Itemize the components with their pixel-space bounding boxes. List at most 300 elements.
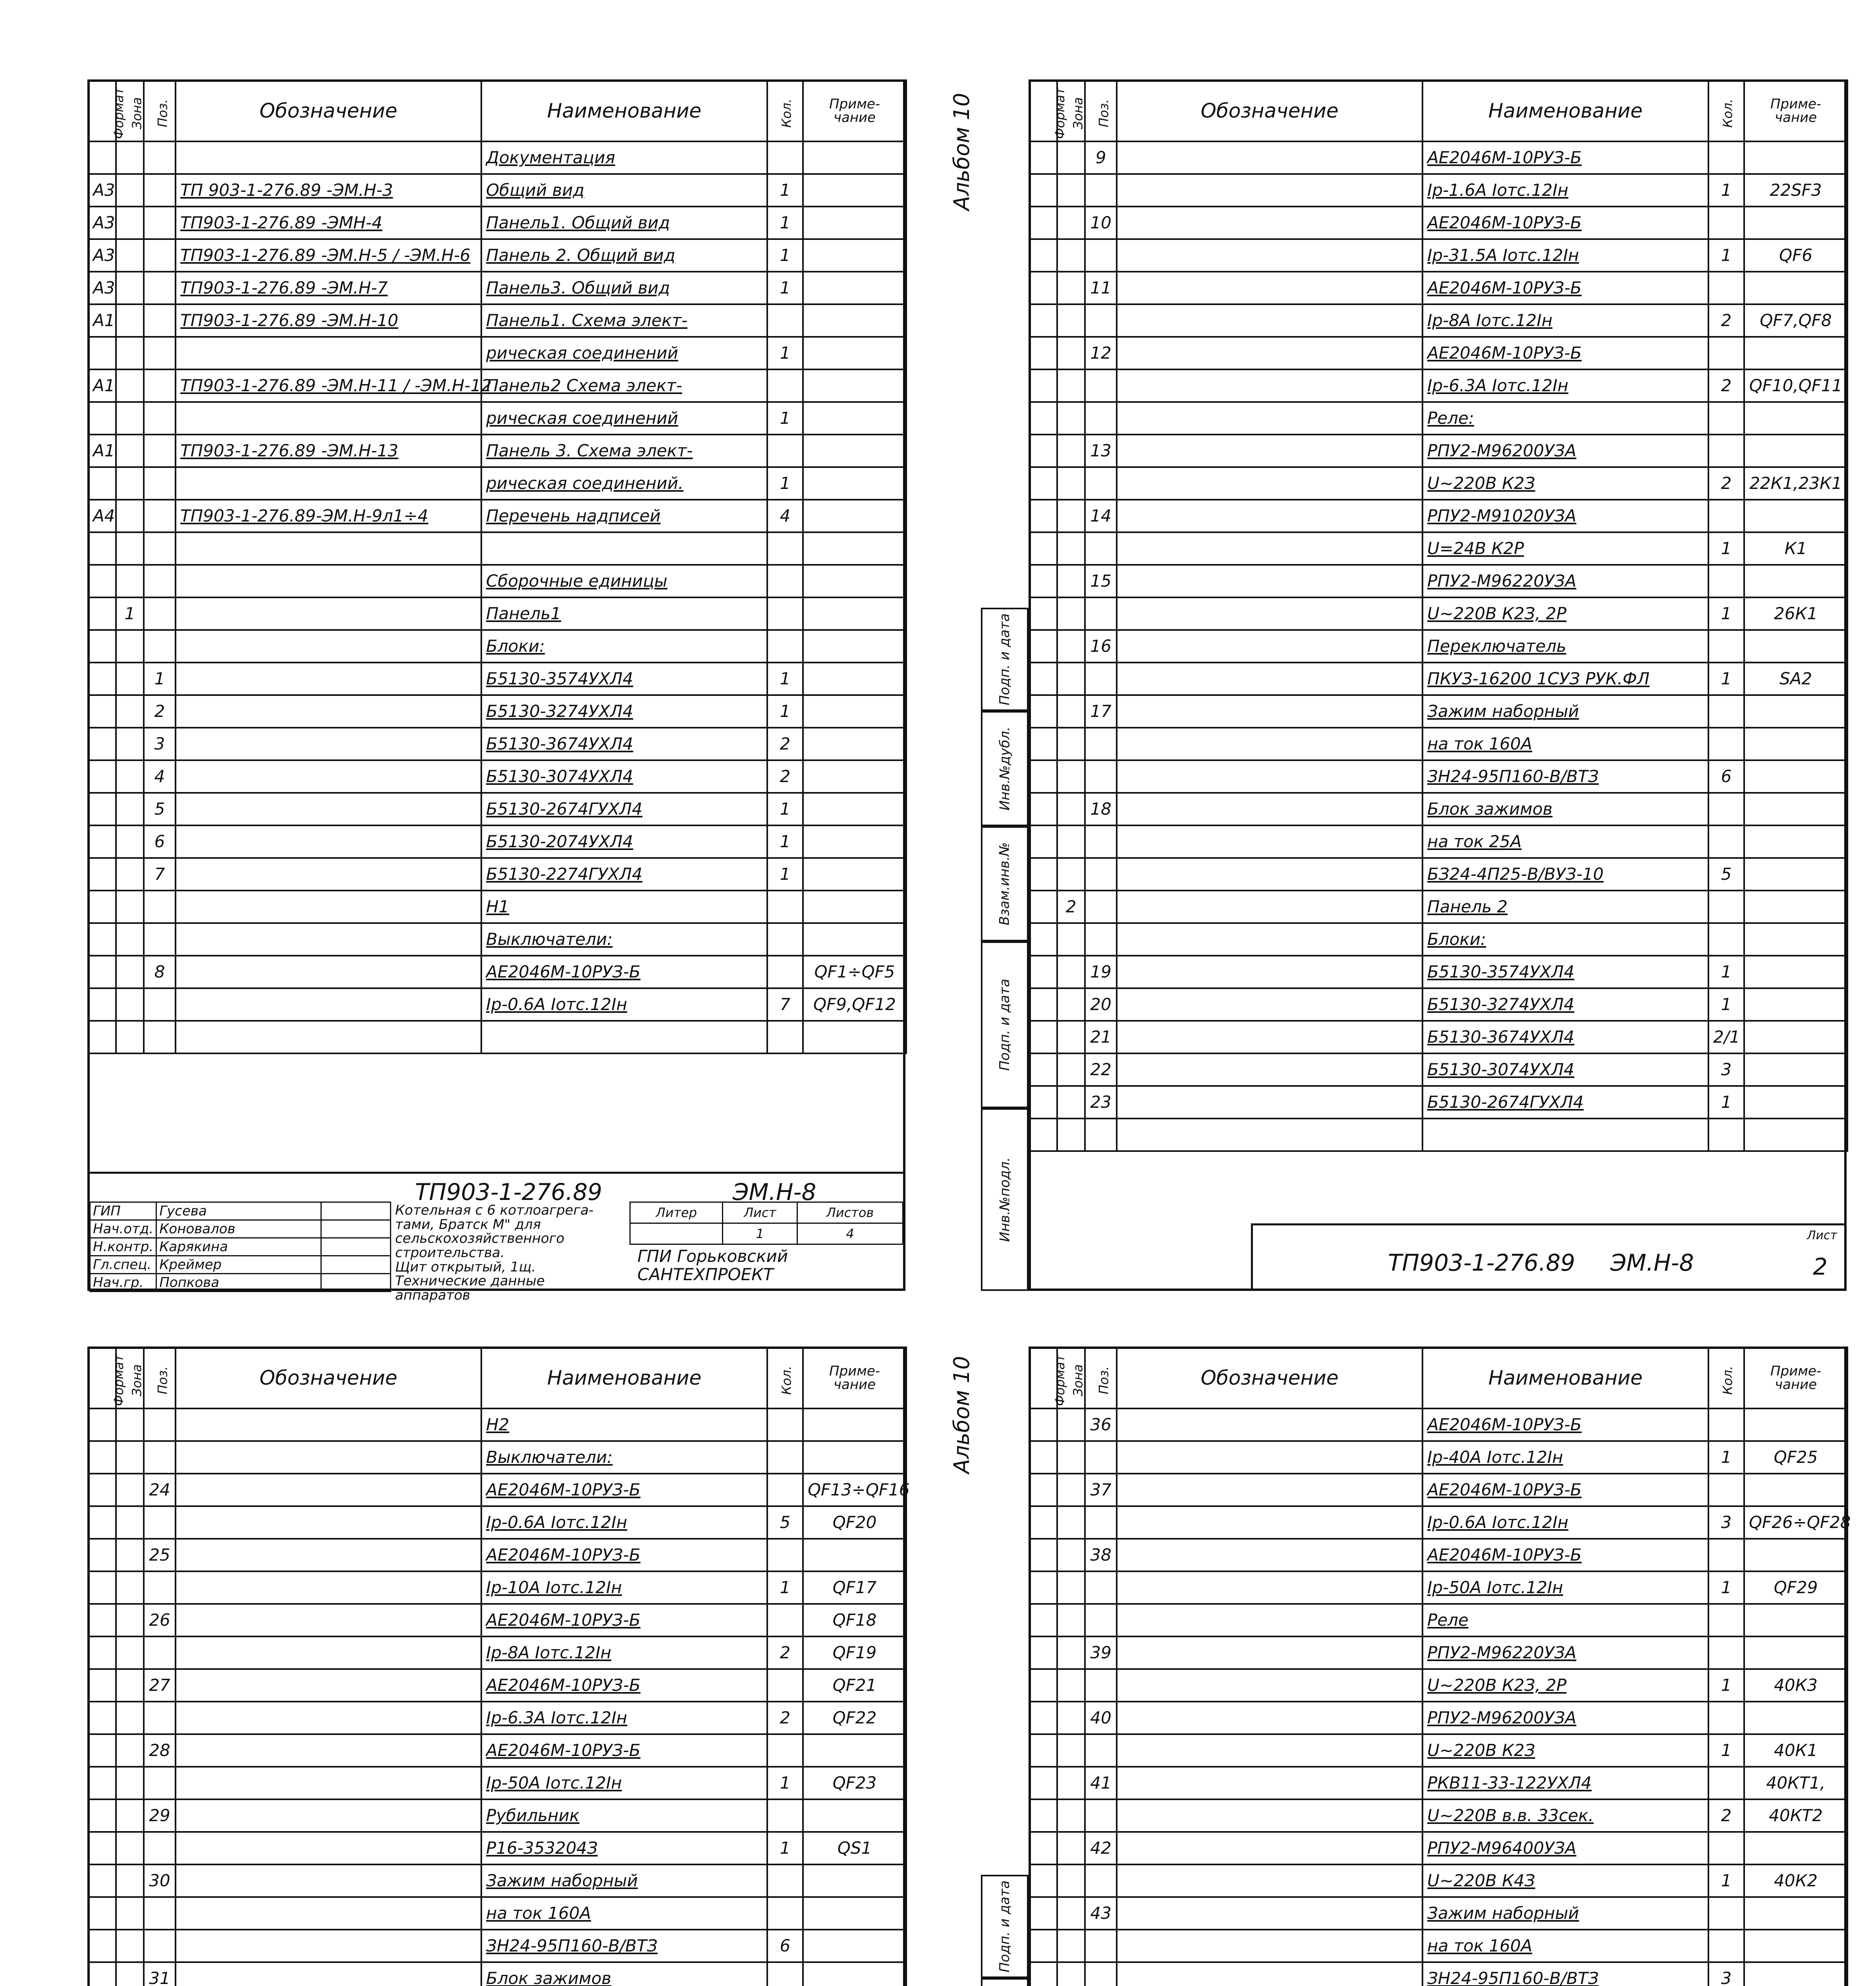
- spec-cell-p: [1085, 663, 1117, 695]
- spec-cell-d: [1117, 1021, 1422, 1053]
- spec-cell-q: 1: [767, 207, 803, 239]
- spec-cell-p: 42: [1085, 1832, 1117, 1864]
- spec-cell-p: [144, 532, 176, 565]
- spec-cell-n: U~220В К2З: [1422, 467, 1708, 500]
- spec-cell-q: [1708, 1604, 1744, 1636]
- spec-cell-n: ЗН24-95П160-В/ВТЗ: [481, 1930, 767, 1962]
- spec-cell-r: [1744, 1604, 1847, 1636]
- spec-cell-f: [88, 1571, 116, 1604]
- spec-cell-p: [144, 1930, 176, 1962]
- spec-cell-q: [1708, 1702, 1744, 1734]
- spec-cell-p: [1085, 858, 1117, 891]
- spec-cell-p: [144, 369, 176, 402]
- spec-cell-f: [88, 825, 116, 858]
- spec-cell-p: 24: [144, 1474, 176, 1506]
- spec-cell-z: [116, 891, 144, 923]
- spec-cell-z: [1057, 467, 1085, 500]
- spec-cell-z: [1057, 1539, 1085, 1571]
- title-block-doc: ЭМ.Н-8: [733, 1178, 816, 1206]
- spec-cell-p: [144, 272, 176, 304]
- spec-row: [88, 369, 906, 402]
- spec-cell-q: [767, 1539, 803, 1571]
- spec-cell-q: 6: [767, 1930, 803, 1962]
- spec-cell-z: [1057, 1408, 1085, 1441]
- spec-row: [88, 891, 906, 923]
- spec-cell-n: РКВ11-33-122УХЛ4: [1422, 1767, 1708, 1799]
- spec-cell-d: [1117, 1832, 1422, 1864]
- spec-cell-d: [1117, 1604, 1422, 1636]
- spec-cell-r: [803, 923, 906, 956]
- signature-mark: [321, 1220, 391, 1238]
- spec-cell-d: [1117, 532, 1422, 565]
- spec-cell-q: [1708, 630, 1744, 663]
- spec-cell-r: [1744, 695, 1847, 728]
- spec-cell-r: [803, 1408, 906, 1441]
- spec-cell-n: [481, 1021, 767, 1053]
- spec-cell-f: [88, 891, 116, 923]
- spec-cell-p: 9: [1085, 141, 1117, 174]
- sheet-2-rows: [1029, 141, 1847, 1151]
- spec-cell-z: [1057, 728, 1085, 760]
- spec-cell-r: [803, 174, 906, 207]
- spec-cell-r: [1744, 891, 1847, 923]
- spec-cell-z: [1057, 304, 1085, 337]
- spec-cell-q: [1708, 272, 1744, 304]
- spec-cell-d: [176, 565, 481, 597]
- spec-cell-q: 5: [767, 1506, 803, 1539]
- spec-cell-n: рическая соединений.: [481, 467, 767, 500]
- spec-cell-n: Зажим наборный: [1422, 1897, 1708, 1930]
- spec-cell-d: [176, 1669, 481, 1702]
- spec-cell-p: [144, 1441, 176, 1474]
- spec-cell-z: [1057, 565, 1085, 597]
- spec-cell-r: [1744, 1539, 1847, 1571]
- spec-cell-q: [1708, 825, 1744, 858]
- spec-cell-r: QF20: [803, 1506, 906, 1539]
- spec-row: [88, 728, 906, 760]
- spec-cell-f: [1029, 435, 1057, 467]
- spec-cell-n: Iр-8А Iотс.12Iн: [481, 1636, 767, 1669]
- spec-cell-z: [1057, 337, 1085, 369]
- spec-cell-n: Перечень надписей: [481, 500, 767, 532]
- spec-cell-d: [1117, 1930, 1422, 1962]
- spec-row: [1029, 1506, 1847, 1539]
- spec-cell-q: [767, 141, 803, 174]
- spec-cell-f: [88, 1962, 116, 1986]
- spec-cell-r: [803, 1799, 906, 1832]
- spec-cell-z: [1057, 1832, 1085, 1864]
- spec-cell-z: [116, 988, 144, 1021]
- spec-cell-q: 1: [1708, 956, 1744, 988]
- spec-cell-n: Iр-31.5А Iотс.12Iн: [1422, 239, 1708, 272]
- spec-cell-p: 11: [1085, 272, 1117, 304]
- spec-row: [88, 565, 906, 597]
- spec-cell-n: на ток 25А: [1422, 825, 1708, 858]
- spec-cell-q: 2: [1708, 467, 1744, 500]
- col-name-header: Наименование: [481, 80, 767, 141]
- spec-cell-n: Блоки:: [1422, 923, 1708, 956]
- spec-cell-d: [1117, 174, 1422, 207]
- spec-row: [1029, 467, 1847, 500]
- spec-cell-r: [803, 858, 906, 891]
- spec-row: [1029, 1408, 1847, 1441]
- spec-cell-d: [176, 760, 481, 793]
- spec-row: [88, 1734, 906, 1767]
- spec-cell-q: [767, 597, 803, 630]
- spec-cell-d: [1117, 597, 1422, 630]
- spec-cell-f: [1029, 825, 1057, 858]
- spec-cell-p: [144, 630, 176, 663]
- spec-cell-r: [1744, 825, 1847, 858]
- spec-cell-r: К1: [1744, 532, 1847, 565]
- spec-cell-f: [88, 1799, 116, 1832]
- spec-cell-p: 2: [144, 695, 176, 728]
- spec-cell-z: [1057, 1734, 1085, 1767]
- spec-cell-p: [1085, 1669, 1117, 1702]
- spec-cell-f: [1029, 272, 1057, 304]
- spec-cell-z: [116, 923, 144, 956]
- spec-cell-n: U=24В К2Р: [1422, 532, 1708, 565]
- spec-cell-q: 1: [767, 663, 803, 695]
- spec-cell-z: [116, 1734, 144, 1767]
- spec-row: [88, 402, 906, 435]
- spec-row: [1029, 1864, 1847, 1897]
- spec-cell-p: [144, 500, 176, 532]
- spec-cell-d: [1117, 1864, 1422, 1897]
- spec-cell-q: [1708, 1767, 1744, 1799]
- sheet-4-side-labels: Подп. и дата: [981, 1875, 1029, 1986]
- spec-cell-f: [88, 1474, 116, 1506]
- spec-cell-z: [116, 174, 144, 207]
- spec-cell-f: [88, 630, 116, 663]
- spec-cell-q: 3: [1708, 1053, 1744, 1086]
- spec-cell-p: [144, 435, 176, 467]
- spec-cell-f: [1029, 1474, 1057, 1506]
- spec-cell-q: 1: [767, 467, 803, 500]
- spec-row: [1029, 500, 1847, 532]
- spec-cell-z: [116, 369, 144, 402]
- spec-cell-f: [1029, 369, 1057, 402]
- spec-cell-d: [1117, 923, 1422, 956]
- spec-cell-p: [144, 1767, 176, 1799]
- spec-cell-z: [116, 1021, 144, 1053]
- spec-cell-f: [1029, 988, 1057, 1021]
- spec-cell-p: [144, 565, 176, 597]
- spec-cell-z: [116, 1799, 144, 1832]
- spec-cell-r: 40К3: [1744, 1669, 1847, 1702]
- spec-cell-z: [116, 1832, 144, 1864]
- spec-cell-q: 1: [767, 1767, 803, 1799]
- spec-cell-d: [176, 891, 481, 923]
- spec-cell-r: 40КТ1,: [1744, 1767, 1847, 1799]
- spec-cell-z: [116, 402, 144, 435]
- spec-cell-f: [88, 663, 116, 695]
- spec-cell-d: [1117, 1571, 1422, 1604]
- sheet-1-spec-table: [87, 79, 907, 1054]
- spec-cell-f: [88, 402, 116, 435]
- spec-cell-n: РПУ2-М91020УЗА: [1422, 500, 1708, 532]
- spec-cell-p: 17: [1085, 695, 1117, 728]
- spec-cell-n: АЕ2046М-10РУЗ-Б: [1422, 207, 1708, 239]
- spec-cell-q: [767, 1408, 803, 1441]
- spec-cell-n: Б5130-2674ГУХЛ4: [1422, 1086, 1708, 1119]
- spec-row: [1029, 369, 1847, 402]
- sheet-4: Альбом 10 Подп. и дата Формат Зона Поз. Обозначение Наименование Кол. Приме- чание 36 АЕ2046М-10РУЗ-Б Iр-40А Iотс.12Iн 1 QF25 37 АЕ2046М-10РУЗ-Б Iр-0.6А Iотс.12Iн 3 QF26÷QF28 38 АЕ2046М-10РУЗ-Б Iр-50А Iотс.12Iн 1 QF29 Реле 39 РПУ2-М96220УЗА U~220В К2З, 2Р 1 40К3 40 РПУ2-М96200УЗА U~220В К2З 1 40К1 41 РКВ11-33-122УХЛ4 40КТ1, U~220В в.в. 33сек. 2 40КТ2 42 РПУ2-М96400УЗА U~220В К4З 1 40К2 43 Зажим наборный на ток 160А ЗН24-95П160-В/ВТЗ 3: [925, 1323, 1876, 1986]
- spec-cell-q: 2: [767, 728, 803, 760]
- spec-cell-z: [1057, 1897, 1085, 1930]
- spec-cell-d: [176, 1474, 481, 1506]
- organization-name: ГПИ Горьковский САНТЕХПРОЕКТ: [637, 1246, 788, 1285]
- spec-cell-z: [116, 858, 144, 891]
- spec-cell-p: 36: [1085, 1408, 1117, 1441]
- spec-cell-f: [88, 1767, 116, 1799]
- spec-cell-p: [1085, 174, 1117, 207]
- spec-cell-p: 23: [1085, 1086, 1117, 1119]
- spec-cell-d: [176, 1021, 481, 1053]
- spec-cell-d: [176, 597, 481, 630]
- spec-cell-d: ТП903-1-276.89 -ЭМ.Н-5 / -ЭМ.Н-6: [176, 239, 481, 272]
- spec-cell-r: [1744, 272, 1847, 304]
- spec-cell-f: [1029, 1962, 1057, 1986]
- spec-cell-q: 1: [767, 858, 803, 891]
- spec-cell-r: [803, 630, 906, 663]
- spec-cell-r: [803, 1539, 906, 1571]
- spec-cell-r: SA2: [1744, 663, 1847, 695]
- spec-cell-d: [1117, 1119, 1422, 1151]
- spec-cell-r: [1744, 1930, 1847, 1962]
- spec-cell-r: QF13÷QF16: [803, 1474, 906, 1506]
- spec-cell-f: А3: [88, 207, 116, 239]
- spec-cell-p: [144, 597, 176, 630]
- spec-cell-z: [1057, 532, 1085, 565]
- spec-cell-z: [1057, 1962, 1085, 1986]
- spec-cell-z: [1057, 1799, 1085, 1832]
- spec-cell-z: [116, 272, 144, 304]
- spec-cell-d: [1117, 825, 1422, 858]
- spec-cell-q: 3: [1708, 1506, 1744, 1539]
- spec-cell-q: [1708, 891, 1744, 923]
- spec-cell-p: [144, 1897, 176, 1930]
- spec-cell-d: [1117, 663, 1422, 695]
- title-block-code: ТП903-1-276.89: [415, 1178, 602, 1206]
- spec-cell-q: [1708, 500, 1744, 532]
- spec-cell-n: АЕ2046М-10РУЗ-Б: [481, 1604, 767, 1636]
- spec-cell-d: [1117, 402, 1422, 435]
- spec-cell-q: [1708, 207, 1744, 239]
- spec-cell-f: [88, 793, 116, 825]
- spec-row: [88, 630, 906, 663]
- spec-cell-f: [1029, 1734, 1057, 1767]
- spec-row: [1029, 1539, 1847, 1571]
- spec-cell-p: [1085, 1604, 1117, 1636]
- spec-cell-f: [1029, 532, 1057, 565]
- spec-cell-p: 22: [1085, 1053, 1117, 1086]
- spec-cell-d: [176, 1604, 481, 1636]
- spec-cell-r: 40К1: [1744, 1734, 1847, 1767]
- sheet-2-title-block: ТП903-1-276.89 ЭМ.Н-8 Лист 2: [1251, 1223, 1847, 1291]
- spec-cell-r: QF26÷QF28: [1744, 1506, 1847, 1539]
- spec-cell-r: [1744, 988, 1847, 1021]
- spec-row: [88, 793, 906, 825]
- spec-cell-n: Общий вид: [481, 174, 767, 207]
- spec-cell-r: [1744, 435, 1847, 467]
- spec-cell-q: 1: [767, 1571, 803, 1604]
- spec-cell-q: 1: [1708, 988, 1744, 1021]
- spec-cell-d: [1117, 1767, 1422, 1799]
- spec-cell-n: Панель 2: [1422, 891, 1708, 923]
- spec-cell-q: [767, 630, 803, 663]
- spec-cell-p: [1085, 402, 1117, 435]
- spec-cell-p: 26: [144, 1604, 176, 1636]
- spec-cell-d: [176, 1832, 481, 1864]
- spec-cell-f: [1029, 1506, 1057, 1539]
- spec-cell-p: [1085, 467, 1117, 500]
- spec-cell-d: [1117, 1799, 1422, 1832]
- spec-cell-f: [1029, 1864, 1057, 1897]
- spec-cell-n: Панель 3. Схема элект-: [481, 435, 767, 467]
- spec-header-row: [88, 80, 906, 141]
- spec-cell-q: 2/1: [1708, 1021, 1744, 1053]
- spec-cell-f: [1029, 1636, 1057, 1669]
- spec-cell-z: [116, 728, 144, 760]
- spec-cell-d: [176, 532, 481, 565]
- spec-row: [88, 1441, 906, 1474]
- spec-cell-p: 18: [1085, 793, 1117, 825]
- spec-cell-q: 2: [1708, 1799, 1744, 1832]
- spec-row: [1029, 663, 1847, 695]
- spec-cell-q: [1708, 923, 1744, 956]
- spec-cell-z: [1057, 207, 1085, 239]
- spec-cell-q: 1: [1708, 532, 1744, 565]
- spec-cell-z: [1057, 1086, 1085, 1119]
- spec-cell-z: [116, 207, 144, 239]
- spec-cell-f: [88, 858, 116, 891]
- spec-cell-d: ТП903-1-276.89 -ЭМ.Н-7: [176, 272, 481, 304]
- spec-cell-d: [176, 1408, 481, 1441]
- spec-cell-f: [1029, 239, 1057, 272]
- spec-row: [1029, 891, 1847, 923]
- spec-cell-z: [116, 1767, 144, 1799]
- spec-cell-q: 1: [767, 1832, 803, 1864]
- spec-cell-r: [1744, 1474, 1847, 1506]
- spec-cell-f: А1: [88, 304, 116, 337]
- spec-row: [88, 1702, 906, 1734]
- spec-cell-r: QS1: [803, 1832, 906, 1864]
- spec-cell-p: 39: [1085, 1636, 1117, 1669]
- spec-cell-r: [803, 1962, 906, 1986]
- spec-cell-f: [88, 565, 116, 597]
- spec-cell-q: [767, 369, 803, 402]
- spec-cell-z: [1057, 239, 1085, 272]
- spec-cell-r: [803, 337, 906, 369]
- spec-cell-r: [1744, 337, 1847, 369]
- spec-cell-n: Б5130-3574УХЛ4: [481, 663, 767, 695]
- spec-cell-q: 1: [1708, 663, 1744, 695]
- spec-cell-f: [1029, 1767, 1057, 1799]
- spec-cell-r: QF17: [803, 1571, 906, 1604]
- spec-cell-z: [1057, 923, 1085, 956]
- litera-table: Литер Лист Листов 1 4: [629, 1202, 903, 1245]
- spec-cell-d: [1117, 1441, 1422, 1474]
- spec-cell-f: [1029, 1832, 1057, 1864]
- spec-cell-r: [803, 663, 906, 695]
- spec-cell-q: 1: [767, 337, 803, 369]
- spec-cell-f: [1029, 728, 1057, 760]
- spec-cell-f: [88, 1021, 116, 1053]
- spec-cell-q: 1: [1708, 1669, 1744, 1702]
- spec-cell-n: Выключатели:: [481, 1441, 767, 1474]
- spec-row: [88, 923, 906, 956]
- spec-cell-z: [116, 1930, 144, 1962]
- spec-cell-n: РПУ2-М96200УЗА: [1422, 435, 1708, 467]
- spec-cell-d: [1117, 1962, 1422, 1986]
- spec-cell-n: Н1: [481, 891, 767, 923]
- spec-cell-d: [176, 1962, 481, 1986]
- spec-row: [1029, 272, 1847, 304]
- signature-mark: [321, 1256, 391, 1274]
- spec-cell-n: Iр-6.3А Iотс.12Iн: [481, 1702, 767, 1734]
- spec-cell-f: [88, 1636, 116, 1669]
- spec-cell-n: Iр-50А Iотс.12Iн: [481, 1767, 767, 1799]
- spec-cell-r: [803, 825, 906, 858]
- spec-row: [1029, 435, 1847, 467]
- spec-cell-n: Iр-1.6А Iотс.12Iн: [1422, 174, 1708, 207]
- spec-cell-q: [1708, 1408, 1744, 1441]
- spec-header-row: Формат Зона Поз. Обозначение Наименование Кол. Приме- чание: [1029, 1347, 1847, 1408]
- spec-cell-d: [1117, 695, 1422, 728]
- spec-cell-z: [1057, 1702, 1085, 1734]
- col-format-header: Формат: [88, 80, 116, 141]
- spec-cell-q: 7: [767, 988, 803, 1021]
- spec-cell-d: [176, 825, 481, 858]
- spec-cell-d: [176, 663, 481, 695]
- spec-cell-z: [1057, 1767, 1085, 1799]
- spec-row: [88, 304, 906, 337]
- spec-cell-p: [144, 402, 176, 435]
- spec-cell-p: [1085, 1571, 1117, 1604]
- spec-cell-q: 4: [767, 500, 803, 532]
- spec-cell-d: [1117, 858, 1422, 891]
- spec-row: [88, 858, 906, 891]
- spec-cell-r: [803, 272, 906, 304]
- spec-row: [1029, 1086, 1847, 1119]
- spec-cell-q: 2: [767, 760, 803, 793]
- signature-mark: [321, 1238, 391, 1256]
- spec-cell-n: U~220В К2З: [1422, 1734, 1708, 1767]
- spec-cell-p: 15: [1085, 565, 1117, 597]
- spec-cell-q: 2: [767, 1636, 803, 1669]
- spec-cell-p: 29: [144, 1799, 176, 1832]
- spec-cell-q: 1: [1708, 1734, 1744, 1767]
- spec-cell-z: [1057, 956, 1085, 988]
- spec-cell-r: [1744, 1702, 1847, 1734]
- spec-cell-z: [116, 825, 144, 858]
- spec-cell-r: QF6: [1744, 239, 1847, 272]
- spec-cell-r: QF25: [1744, 1441, 1847, 1474]
- spec-cell-r: [803, 728, 906, 760]
- spec-cell-r: [1744, 858, 1847, 891]
- spec-cell-d: [176, 630, 481, 663]
- spec-row: [88, 1539, 906, 1571]
- spec-cell-p: [144, 1506, 176, 1539]
- spec-cell-z: [1057, 174, 1085, 207]
- spec-cell-p: [144, 891, 176, 923]
- spec-cell-p: [1085, 532, 1117, 565]
- spec-cell-p: [1085, 1799, 1117, 1832]
- spec-cell-z: [1057, 1053, 1085, 1086]
- spec-cell-f: [1029, 1571, 1057, 1604]
- spec-cell-f: [88, 141, 116, 174]
